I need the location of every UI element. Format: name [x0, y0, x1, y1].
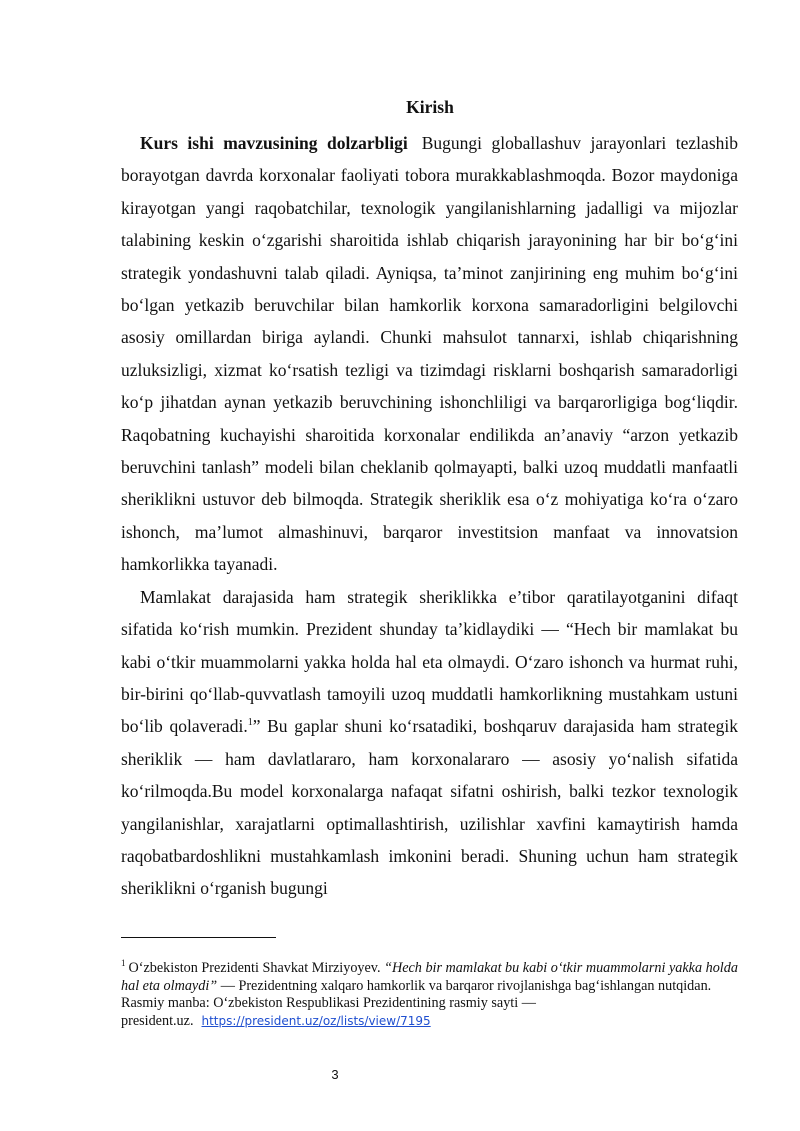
paragraph-1-text: Bugungi globallashuv jarayonlari tezlashib borayotgan davrda korxonalar faoliyati tobora murakkablashmoqda. Bozor maydoniga kirayotgan yangi raqobatchilar, texnologik yangilanishlarning jadalligi va mijozlar talabining keskin o‘zgarishi sharoitida ishlab chiqarish jarayonining har bir bo‘g‘ini strategik yondashuvni talab qiladi. Ayniqsa, ta’minot zanjirining eng muhim bo‘g‘ini bo‘lgan yetkazib beruvchilar bilan hamkorlik korxona samaradorligini belgilovchi asosiy omillardan biriga aylandi. Chunki mahsulot tannarxi, ishlab chiqarishning uzluksizligi, xizmat ko‘rsatish tezligi va tizimdagi risklarni boshqarish samaradorligi ko‘p jihatdan aynan yetkazib beruvchining ishonchliligi va barqarorligiga bog‘liqdir. Raqobatning kuchayishi sharoitida korxonalar endilikda an’anaviy “arzon yetkazib beruvchini tanlash” modeli bilan cheklanib qolmayapti, balki uzoq muddatli manfaatli sheriklikni ustuvor deb bilmoqda. Strategik sheriklik esa o‘z mohiyatiga ko‘ra o‘zaro ishonch, ma’lumot almashinuvi, barqaror investitsion manfaat va innovatsion hamkorlikka tayanadi. — [121, 133, 738, 575]
paragraph-2-text-before: Mamlakat darajasida ham strategik sheriklikka e’tibor qaratilayotganini difaqt sifatida ko‘rish mumkin. Prezident shunday ta’kidlaydiki — “Hech bir mamlakat bu kabi o‘tkir muammolarni yakka holda hal eta olmaydi. O‘zaro ishonch va hurmat ruhi, bir-birini qo‘llab-quvvatlash tamoyili uzoq muddatli hamkorlikning mustahkam ustuni bo‘lib qolaveradi. — [121, 586, 738, 737]
footnote-separator — [121, 937, 276, 938]
page-number: 3 — [331, 1067, 339, 1082]
footnote-link[interactable]: https://president.uz/oz/lists/view/7195 — [201, 1013, 431, 1028]
paragraph-2-text-after: ” Bu gaplar shuni ko‘rsatadiki, boshqaruv darajasida ham strategik sheriklik — ham davlatlararo, ham korxonalararo — asosiy yo‘nalish sifatida ko‘rilmoqda.Bu model korxonalarga nafaqat sifatni oshirish, balki tezkor texnologik yangilanishlar, xarajatlarni optimallashtirish, uzilishlar xavfini kamaytirish hamda raqobatbardoshlikni mustahkamlash imkonini beradi. Shuning uchun ham strategik sheriklikni o‘rganish bugungi — [121, 716, 739, 899]
paragraph-1 — [121, 127, 738, 581]
footnote-author: O‘zbekiston Prezidenti Shavkat Mirziyoyev. — [128, 960, 381, 976]
footnote-text: — Prezidentning xalqaro hamkorlik va barqaror rivojlanishga bag‘ishlangan nutqidan. Rasmiy manba: O‘zbekiston Respublikasi Prezidentining rasmiy sayti — president.uz. — [121, 977, 712, 1029]
paragraph-heading: Kurs ishi mavzusining dolzarbligi — [140, 133, 408, 153]
footnote-quote: “Hech bir mamlakat bu kabi o‘tkir muammolarni yakka holda hal eta olmaydi” — [121, 960, 738, 994]
body-text — [121, 127, 738, 905]
footnote-number: 1 — [121, 958, 126, 969]
paragraph-2 — [121, 581, 738, 905]
footnote — [121, 960, 738, 1030]
footnote-reference[interactable]: 1 — [247, 717, 253, 729]
section-title: Kirish — [406, 97, 454, 117]
